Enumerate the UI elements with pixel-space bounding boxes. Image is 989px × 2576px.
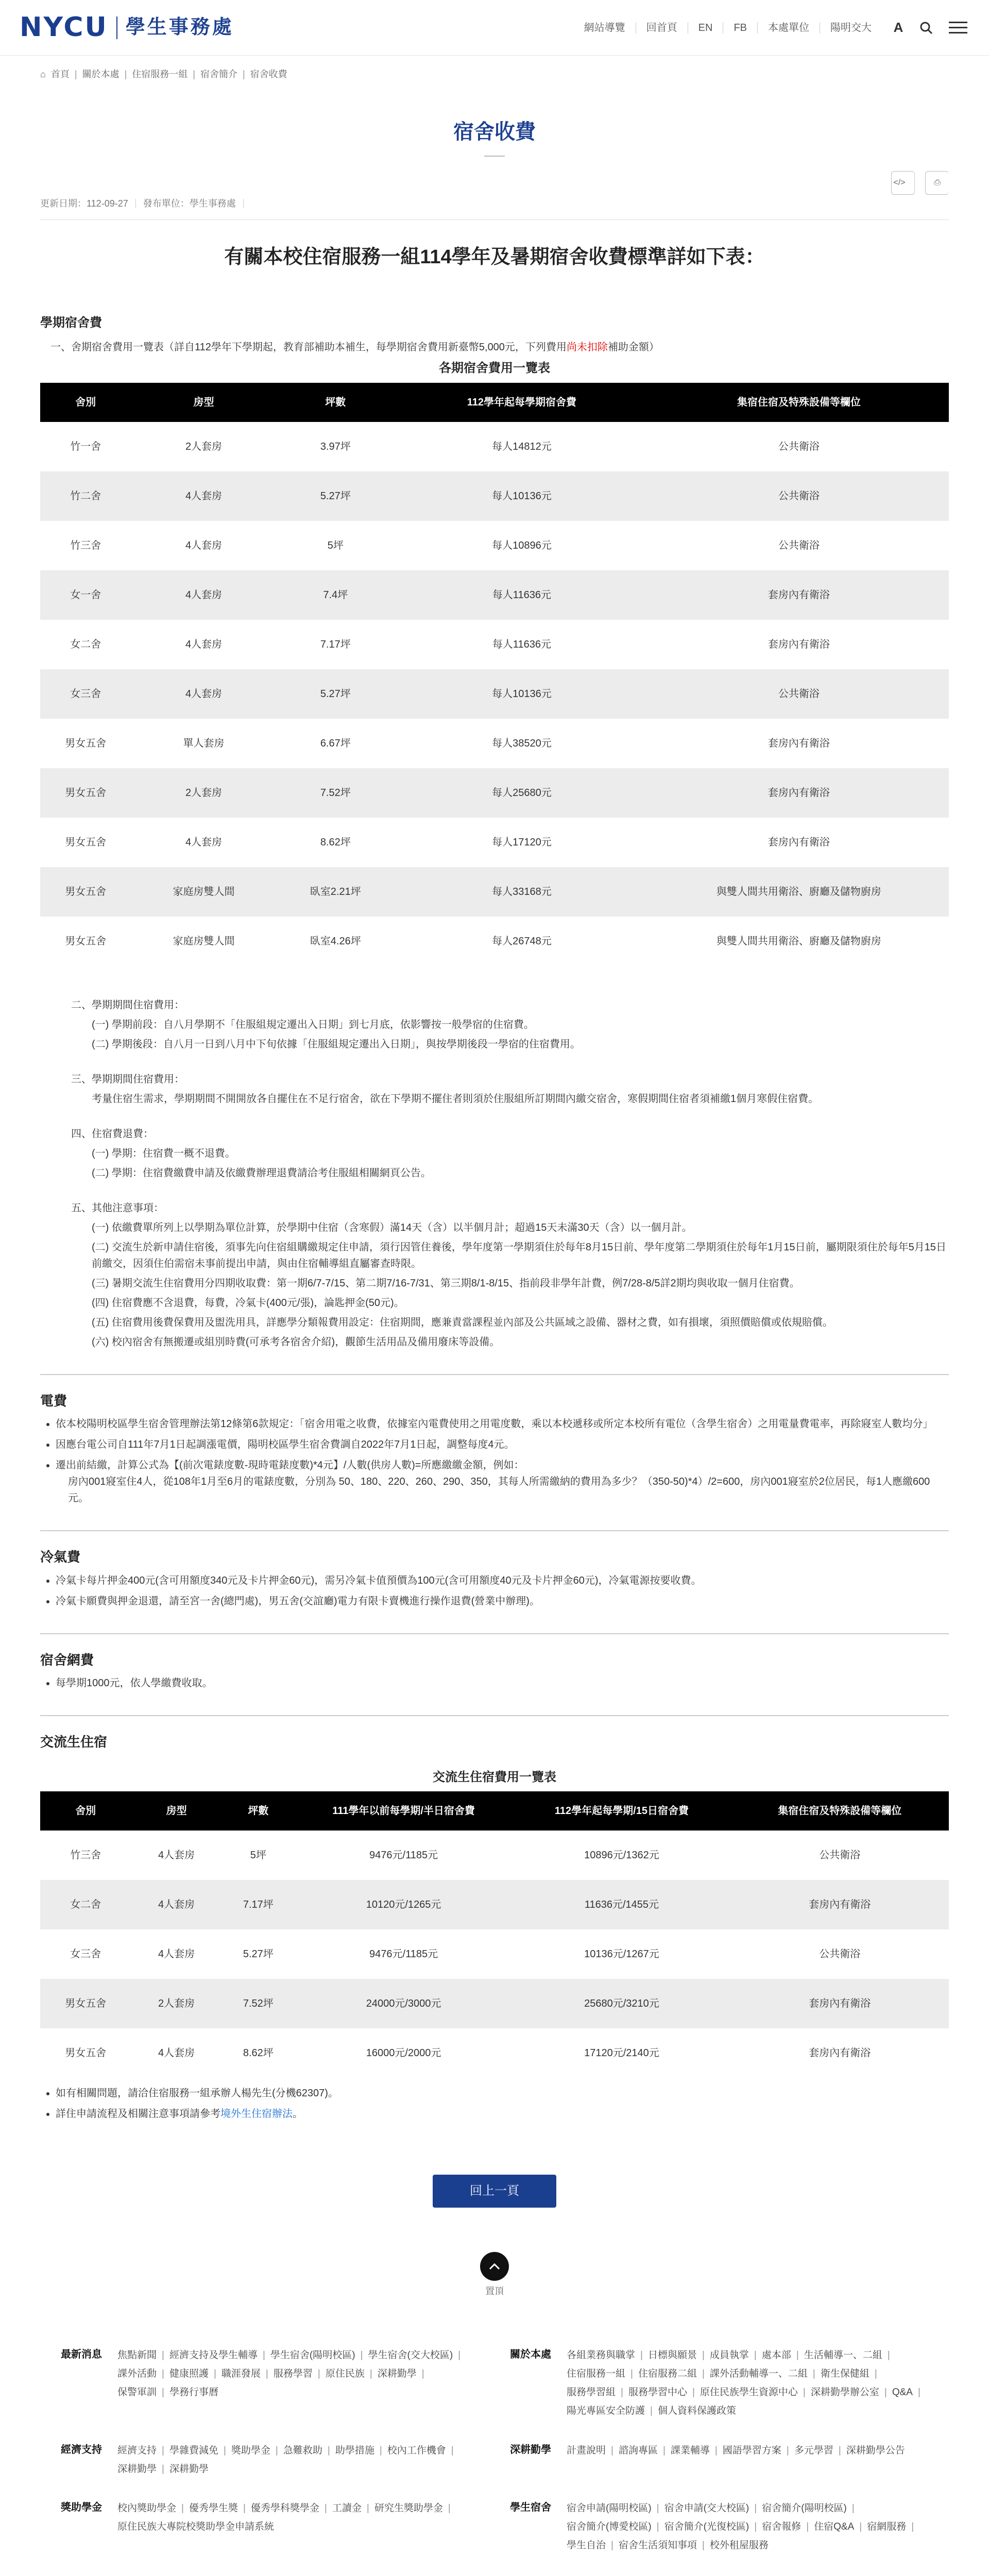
table-header-row — [40, 1791, 949, 1831]
top-link-en[interactable]: EN — [688, 22, 724, 33]
table-cell: 5坪 — [222, 1831, 295, 1880]
exchange-policy-link[interactable]: 境外生住宿辦法 — [220, 2108, 293, 2120]
sitemap-link[interactable]: 校內獎助學金 | — [117, 2499, 184, 2518]
table-row — [40, 1880, 949, 1929]
note-heading: 二、學期期間住宿費用： — [71, 999, 184, 1011]
page-tools — [891, 171, 949, 195]
sitemap-link[interactable]: 宿舍簡介(光復校區) | — [664, 2518, 757, 2536]
sitemap-link[interactable]: 各組業務與職掌 | — [567, 2346, 643, 2365]
sitemap-link[interactable]: 深耕勤學辦公室 | — [811, 2383, 887, 2402]
note-item: (一) 學期前段：自八月學期不「住服組規定遷出入日期」到七月底，依影響按一般學宿的住宿費。 — [92, 1019, 534, 1030]
table-cell: 2人套房 — [131, 1979, 221, 2028]
top-link-units[interactable]: 本處單位 — [758, 22, 820, 33]
note-item: (二) 學期後段：自八月一日到八月中下旬依據「住服組規定遷出入日期」，與按學期後段一學宿的住宿費用。 — [92, 1038, 581, 1050]
note-heading: 四、住宿費退費： — [71, 1128, 154, 1140]
section-title-internet: 宿舍網費 — [40, 1652, 94, 1668]
table-header-row — [40, 383, 949, 422]
table-cell: 女二舍 — [40, 620, 131, 669]
table-cell: 竹三舍 — [40, 1831, 131, 1880]
table-cell: 10120元/1265元 — [295, 1880, 513, 1929]
breadcrumb-sep: | — [193, 69, 195, 79]
sitemap-link[interactable]: 急難救助 | — [283, 2442, 330, 2460]
list-item: • 冷氣卡每片押金400元(含可用額度340元及卡片押金60元)，需另冷氣卡值預價為100元(含可用額度40元及卡片押金60元)，冷氣電源按要收費。 — [56, 1572, 949, 1589]
table-cell: 竹三舍 — [40, 521, 131, 570]
note-item: 考量住宿生需求，學期期間不開開放各自擺住在不足行宿舍，欲在下學期不擺住者則須於住服組所訂期間內繳交宿舍，寒假期間住宿者須補繳1個月寒假住宿費。 — [92, 1093, 819, 1105]
table-cell: 男女五舍 — [40, 719, 131, 768]
table-row — [40, 620, 949, 669]
table-cell: 25680元/3210元 — [513, 1979, 730, 2028]
sitemap-link[interactable]: 學務行事曆 — [169, 2387, 218, 2398]
table-cell: 24000元/3000元 — [295, 1979, 513, 2028]
table-cell: 女三舍 — [40, 669, 131, 719]
update-date: 更新日期：112-09-27 — [40, 199, 136, 208]
table-cell: 4人套房 — [131, 2028, 221, 2078]
table-cell: 每人38520元 — [395, 719, 649, 768]
top-nav — [574, 16, 969, 39]
breadcrumb-sep: | — [74, 69, 77, 79]
note-item: (三) 暑期交流生住宿費用分四期收取費：第一期6/7-7/15、第二期7/16-7/31、第三期8/1-8/15、指前段非學年計費，例7/28-8/5詳2期均與收取一個月住宿費。 — [92, 1277, 800, 1289]
sitemap-link[interactable]: 原住民族 | — [326, 2365, 372, 2383]
th: 坪數 — [277, 383, 395, 422]
note-item: (五) 住宿費用後費保費用及盥洗用具，詳應學分類報費用設定：住宿期間，應兼責當課程並內部及公共區域之設備、器材之費，如有損壞，須照價賠償或依規賠償。 — [92, 1316, 833, 1328]
list-item: • 每學期1000元，依人學繳費收取。 — [56, 1675, 949, 1691]
back-button[interactable]: 回上一頁 — [433, 2175, 556, 2208]
table-cell: 6.67坪 — [277, 719, 395, 768]
top-link-fb[interactable]: FB — [723, 22, 758, 33]
table-cell: 與雙人間共用衛浴、廚廳及儲物廚房 — [649, 867, 949, 917]
sitemap-link[interactable]: 宿舍報修 | — [762, 2518, 809, 2536]
table-cell: 每人11636元 — [395, 570, 649, 620]
table-row — [40, 1979, 949, 2028]
breadcrumb-item[interactable]: 首頁 — [50, 69, 70, 79]
table-cell: 男女五舍 — [40, 818, 131, 867]
th: 112學年起每學期宿舍費 — [395, 383, 649, 422]
table-cell: 每人26748元 — [395, 917, 649, 966]
exchange-table — [40, 1791, 949, 2078]
sitemap-link[interactable]: 課外活動輔導一、二組 | — [710, 2365, 815, 2383]
sitemap-link[interactable]: 住宿服務一組 | — [567, 2365, 633, 2383]
note-item: (六) 校內宿舍有無搬遷或組別時費(可承考各宿舍介紹)，觀節生活用品及備用廢床等設備。 — [92, 1336, 500, 1348]
th: 111學年以前每學期/半日宿舍費 — [295, 1791, 513, 1831]
table-cell: 4人套房 — [131, 471, 276, 521]
table-cell: 套房內有衛浴 — [649, 570, 949, 620]
sitemap-link[interactable]: 研究生獎助學金 | — [374, 2499, 451, 2518]
sitemap-link[interactable]: 國語學習方案 | — [723, 2442, 789, 2460]
sitemap-link[interactable]: 校內工作機會 | — [387, 2442, 454, 2460]
ac-list — [40, 1572, 949, 1609]
th: 集宿住宿及特殊設備等欄位 — [731, 1791, 949, 1831]
table-cell: 5坪 — [277, 521, 395, 570]
sitemap-link[interactable]: 焦點新聞 | — [117, 2346, 164, 2365]
sitemap-link[interactable]: 助學措施 | — [335, 2442, 382, 2460]
table-row — [40, 719, 949, 768]
table-cell: 男女五舍 — [40, 2028, 131, 2078]
table-cell: 7.17坪 — [277, 620, 395, 669]
table-cell: 套房內有衛浴 — [731, 1880, 949, 1929]
sitemap-group — [510, 2346, 928, 2420]
content-heading: 有關本校住宿服務一組114學年及暑期宿舍收費標準詳如下表： — [224, 246, 765, 268]
home-icon[interactable]: ⌂ — [40, 69, 46, 79]
sitemap-link[interactable]: 宿舍申請(陽明校區) | — [567, 2499, 659, 2518]
table-row — [40, 471, 949, 521]
table-cell: 公共衛浴 — [731, 1831, 949, 1880]
table-cell: 男女五舍 — [40, 1979, 131, 2028]
site-logo[interactable] — [20, 6, 234, 49]
section-title-fees: 學期宿舍費 — [40, 315, 102, 330]
menu-icon[interactable] — [947, 16, 969, 39]
breadcrumb-current: 宿舍收費 — [250, 69, 287, 79]
list-item: • 如有相關問題，請洽住宿服務一組承辦人楊先生(分機62307)。 — [56, 2085, 949, 2102]
sitemap-link[interactable]: 深耕勤學 | — [117, 2460, 164, 2479]
sitemap-heading[interactable]: 最新消息 — [61, 2349, 102, 2361]
sitemap-link[interactable]: 課外活動 | — [117, 2365, 164, 2383]
logo-zh: 學生事務處 — [125, 16, 234, 39]
divider — [40, 1530, 949, 1531]
sitemap-heading[interactable]: 經濟支持 — [61, 2444, 102, 2455]
sitemap-group — [510, 2499, 928, 2555]
logo-en: NYCU — [20, 11, 108, 43]
sitemap-link[interactable]: 學生自治 | — [567, 2536, 613, 2555]
table-cell: 4人套房 — [131, 570, 276, 620]
list-item: • 詳住申請流程及相關注意事項請參考境外生住宿辦法。 — [56, 2106, 949, 2122]
logo-divider — [116, 16, 117, 39]
table-cell: 男女五舍 — [40, 917, 131, 966]
table-row — [40, 768, 949, 818]
sitemap-heading[interactable]: 深耕勤學 — [510, 2444, 551, 2455]
fees-table — [40, 383, 949, 966]
divider — [40, 1633, 949, 1634]
table-cell: 女三舍 — [40, 1929, 131, 1979]
sitemap-link[interactable]: 獎助學金 | — [231, 2442, 278, 2460]
table-cell: 16000元/2000元 — [295, 2028, 513, 2078]
sitemap-link[interactable]: 課業輔導 | — [671, 2442, 718, 2460]
sitemap-link[interactable]: 經濟支持 | — [117, 2442, 164, 2460]
table-cell: 套房內有衛浴 — [649, 620, 949, 669]
table-cell: 每人11636元 — [395, 620, 649, 669]
table-cell: 4人套房 — [131, 669, 276, 719]
table-cell: 7.4坪 — [277, 570, 395, 620]
sitemap-link[interactable]: 諮詢專區 | — [619, 2442, 666, 2460]
sitemap-link[interactable]: 工讀金 | — [332, 2499, 369, 2518]
table-cell: 7.17坪 — [222, 1880, 295, 1929]
section-title-ac: 冷氣費 — [40, 1549, 81, 1565]
back-to-top-label: 置頂 — [485, 2286, 504, 2297]
table-cell: 4人套房 — [131, 1831, 221, 1880]
breadcrumb-item[interactable]: 住宿服務一組 — [132, 69, 188, 79]
top-link-sitemap[interactable]: 網站導覽 — [574, 22, 636, 33]
sitemap-link[interactable]: 宿舍簡介(陽明校區) | — [762, 2499, 855, 2518]
table-row — [40, 570, 949, 620]
sitemap-link[interactable]: 原住民族大專院校獎助學金申請系統 — [117, 2521, 275, 2532]
chevron-up-icon — [489, 2263, 500, 2270]
sitemap-group — [61, 2346, 479, 2420]
note-item: (一) 學期：住宿費一概不退費。 — [92, 1147, 235, 1159]
list-item: • 冷氣卡願費與押金退還，請至宮一舍(總門處)，男五舍(交誼廳)電力有限卡賣機進行操作退費(營業中辦理)。 — [56, 1593, 949, 1609]
sitemap-link[interactable]: 保警軍訓 | — [117, 2383, 164, 2402]
table-cell: 公共衛浴 — [649, 422, 949, 471]
breadcrumb-item[interactable]: 關於本處 — [82, 69, 120, 79]
table-cell: 7.52坪 — [222, 1979, 295, 2028]
sitemap-link[interactable]: 宿網服務 | — [867, 2518, 914, 2536]
th: 坪數 — [222, 1791, 295, 1831]
table-cell: 5.27坪 — [277, 471, 395, 521]
table-cell: 竹二舍 — [40, 471, 131, 521]
sitemap-link[interactable]: 處本部 | — [762, 2346, 799, 2365]
list-item: • 依本校陽明校區學生宿舍管理辦法第12條第6款規定：「宿舍用電之收費，依據室內電費使用之用電度數，乘以本校遞移或所定本校所有電位（含學生宿舍）之用電量費電率，再除寢室人數均分」 — [56, 1416, 949, 1432]
fees-note: 一、舍期宿舍費用一覽表（詳自112學年下學期起，教育部補助本補生，每學期宿舍費用新臺幣5,000元，下列費用尚未扣除補助金額） — [50, 342, 659, 353]
th: 舍別 — [40, 383, 131, 422]
table-cell: 17120元/2140元 — [513, 2028, 730, 2078]
sitemap-link[interactable]: 深耕勤學 | — [378, 2365, 424, 2383]
divider — [40, 1715, 949, 1716]
main-content — [40, 242, 949, 2208]
note-item: (一) 依繳費單所列上以學期為單位計算，於學期中住宿（含寒假）滿14天（含）以半個月計；超過15天未滿30天（含）以一個月計。 — [92, 1222, 692, 1233]
table-cell: 8.62坪 — [277, 818, 395, 867]
table-cell: 套房內有衛浴 — [649, 719, 949, 768]
sitemap-link[interactable]: 校外租屋服務 — [709, 2539, 769, 2551]
sitemap-link[interactable]: 宿舍申請(交大校區) | — [664, 2499, 757, 2518]
note-heading: 三、學期期間住宿費用： — [71, 1073, 184, 1085]
table-cell: 4人套房 — [131, 1880, 221, 1929]
sitemap-link[interactable]: 健康照護 | — [169, 2365, 216, 2383]
top-link-nycu[interactable]: 陽明交大 — [830, 22, 872, 33]
table-cell: 家庭房雙人間 — [131, 867, 276, 917]
sitemap-link[interactable]: 學生宿舍(交大校區) | — [368, 2346, 461, 2365]
list-item: • 遷出前結繳，計算公式為【(前次電錶度數-現時電錶度數)*4元】/人數(供房人數)=所應繳繳金額，例如： 房內001寢室住4人，從108年1月至6月的電錶度數，分別為 50、180、220、260、290、350，其每人所需繳納的費用為多少？（350-50)*4）/2=600，房內001寢室於2位居民，每1人應繳600元。 — [56, 1457, 949, 1506]
footer-sitemap — [61, 2326, 928, 2576]
breadcrumb-sep: | — [242, 69, 245, 79]
search-icon[interactable] — [915, 16, 937, 39]
table-cell: 4人套房 — [131, 1929, 221, 1979]
note-heading: 五、其他注意事項： — [71, 1202, 164, 1214]
note-item: (二) 交流生於新申請住宿後，須事先向住宿組購繳規定住申請，須行因管住養後，學年度第一學期須住於每年8月15日前、學年度第二學期須住於每年1月15日前，屬期限須住於每年5月15日前繳交，因須住伯需宿未事前提出申請，與由住宿輔導組直屬審查時限。 — [92, 1241, 946, 1269]
sitemap-link[interactable]: 優秀學生獎 | — [189, 2499, 246, 2518]
section-title-exchange: 交流生住宿 — [40, 1734, 108, 1750]
sitemap-group — [61, 2499, 479, 2555]
sitemap-link[interactable]: 住宿Q&A | — [814, 2518, 862, 2536]
site-header — [0, 0, 989, 56]
table-cell: 每人10136元 — [395, 669, 649, 719]
sitemap-link[interactable]: 服務學習組 | — [567, 2383, 623, 2402]
sitemap-link[interactable]: 學雜費減免 | — [169, 2442, 226, 2460]
electricity-list — [40, 1416, 949, 1506]
table-cell: 公共衛浴 — [731, 1929, 949, 1979]
sitemap-link[interactable]: 深耕勤學公告 — [846, 2445, 905, 2456]
sitemap-link[interactable]: 服務學習中心 | — [628, 2383, 695, 2402]
sitemap-link[interactable]: 服務學習 | — [274, 2365, 320, 2383]
sitemap-link[interactable]: 陽光專區安全防護 | — [567, 2402, 653, 2420]
publisher: 發布單位：學生事務處 — [136, 199, 244, 208]
table-cell: 2人套房 — [131, 768, 276, 818]
table-row — [40, 867, 949, 917]
table-cell: 每人25680元 — [395, 768, 649, 818]
table-cell: 3.97坪 — [277, 422, 395, 471]
sitemap-heading[interactable]: 關於本處 — [510, 2349, 551, 2361]
sitemap-link[interactable]: 深耕勤學 — [169, 2463, 209, 2475]
note-item: (二) 學期：住宿費繳費申請及依繳費辦理退費請洽考住服組相關網頁公告。 — [92, 1167, 431, 1179]
sitemap-link[interactable]: 成員執掌 | — [710, 2346, 757, 2365]
font-size-icon[interactable]: A — [893, 19, 903, 35]
table-cell: 女二舍 — [40, 1880, 131, 1929]
sitemap-link[interactable]: 學生宿舍(陽明校區) | — [270, 2346, 363, 2365]
table-row — [40, 818, 949, 867]
table-cell: 每人10136元 — [395, 471, 649, 521]
table-cell: 4人套房 — [131, 620, 276, 669]
sitemap-link[interactable]: Q&A | — [892, 2383, 920, 2402]
page-title: 宿舍收費 — [453, 121, 536, 143]
table-row — [40, 917, 949, 966]
table-cell: 套房內有衛浴 — [731, 2028, 949, 2078]
title-divider — [484, 156, 505, 157]
sitemap-group — [510, 2442, 928, 2479]
sitemap-link[interactable]: 計畫說明 | — [567, 2442, 613, 2460]
section-title-electricity: 電費 — [40, 1393, 67, 1409]
table-cell: 女一舍 — [40, 570, 131, 620]
print-icon[interactable]: ⎙ — [925, 171, 949, 195]
sitemap-link[interactable]: 原住民族學生資源中心 | — [700, 2383, 806, 2402]
table-cell: 公共衛浴 — [649, 521, 949, 570]
table-cell: 4人套房 — [131, 521, 276, 570]
breadcrumb-sep: | — [124, 69, 127, 79]
table-cell: 8.62坪 — [222, 2028, 295, 2078]
exchange-notes — [40, 2085, 949, 2122]
table-cell: 4人套房 — [131, 818, 276, 867]
th: 舍別 — [40, 1791, 131, 1831]
table-row — [40, 1929, 949, 1979]
table-cell: 男女五舍 — [40, 867, 131, 917]
th: 112學年起每學期/15日宿舍費 — [513, 1791, 730, 1831]
fees-table-caption: 各期宿舍費用一覽表 — [439, 361, 550, 376]
sitemap-group — [61, 2442, 479, 2479]
breadcrumb — [0, 56, 989, 93]
table-cell: 套房內有衛浴 — [649, 818, 949, 867]
sitemap-link[interactable]: 日標與願景 | — [648, 2346, 705, 2365]
internet-list — [40, 1675, 949, 1691]
sitemap-heading[interactable]: 獎助學金 — [61, 2501, 102, 2513]
table-cell: 每人14812元 — [395, 422, 649, 471]
sitemap-link[interactable]: 住宿服務二組 | — [638, 2365, 705, 2383]
table-row — [40, 1831, 949, 1880]
table-cell: 2人套房 — [131, 422, 276, 471]
electricity-example: 房內001寢室住4人，從108年1月至6月的電錶度數，分別為 50、180、220、260、290、350，其每人所需繳納的費用為多少？（350-50)*4）/2=600，房內001寢室於2位居民，每1人應繳600元。 — [68, 1476, 930, 1504]
table-row — [40, 669, 949, 719]
table-cell: 套房內有衛浴 — [731, 1979, 949, 2028]
sitemap-link[interactable]: 衛生保健組 | — [821, 2365, 877, 2383]
table-cell: 公共衛浴 — [649, 471, 949, 521]
table-row — [40, 521, 949, 570]
fees-notes — [40, 997, 949, 1350]
table-cell: 11636元/1455元 — [513, 1880, 730, 1929]
table-cell: 10896元/1362元 — [513, 1831, 730, 1880]
table-cell: 每人33168元 — [395, 867, 649, 917]
back-to-top-button[interactable] — [480, 2252, 509, 2281]
share-icon[interactable]: </> — [891, 171, 915, 195]
exchange-table-caption: 交流生住宿費用一覽表 — [433, 1770, 556, 1784]
table-cell: 5.27坪 — [222, 1929, 295, 1979]
table-cell: 9476元/1185元 — [295, 1929, 513, 1979]
table-cell: 10136元/1267元 — [513, 1929, 730, 1979]
table-cell: 9476元/1185元 — [295, 1831, 513, 1880]
page-meta — [40, 178, 949, 220]
sitemap-link[interactable]: 經濟支持及學生輔導 | — [169, 2346, 265, 2365]
th: 房型 — [131, 383, 276, 422]
table-row — [40, 2028, 949, 2078]
table-cell: 臥室2.21坪 — [277, 867, 395, 917]
table-cell: 每人10896元 — [395, 521, 649, 570]
divider — [40, 1374, 949, 1375]
sitemap-link[interactable]: 優秀學科獎學金 | — [251, 2499, 327, 2518]
sitemap-heading[interactable]: 學生宿舍 — [510, 2501, 551, 2513]
breadcrumb-item[interactable]: 宿舍簡介 — [200, 69, 237, 79]
table-cell: 每人17120元 — [395, 818, 649, 867]
th: 房型 — [131, 1791, 221, 1831]
table-cell: 男女五舍 — [40, 768, 131, 818]
sitemap-link[interactable]: 生活輔導一、二組 | — [804, 2346, 890, 2365]
table-cell: 套房內有衛浴 — [649, 768, 949, 818]
note-item: (四) 住宿費應不含退費，每費，冷氣卡(400元/張)，論匙押金(50元)。 — [92, 1297, 404, 1309]
table-cell: 7.52坪 — [277, 768, 395, 818]
table-cell: 家庭房雙人間 — [131, 917, 276, 966]
table-cell: 公共衛浴 — [649, 669, 949, 719]
table-cell: 與雙人間共用衛浴、廚廳及儲物廚房 — [649, 917, 949, 966]
top-link-home[interactable]: 回首頁 — [636, 22, 688, 33]
sitemap-link[interactable]: 個人資料保護政策 — [657, 2405, 736, 2417]
table-cell: 5.27坪 — [277, 669, 395, 719]
table-cell: 臥室4.26坪 — [277, 917, 395, 966]
list-item: • 因應台電公司自111年7月1日起調漲電價，陽明校區學生宿舍費調自2022年7月1日起，調整每度4元。 — [56, 1436, 949, 1453]
sitemap-link[interactable]: 宿舍簡介(博愛校區) | — [567, 2518, 659, 2536]
sitemap-link[interactable]: 多元學習 | — [794, 2442, 841, 2460]
sitemap-link[interactable]: 職涯發展 | — [221, 2365, 268, 2383]
table-cell: 單人套房 — [131, 719, 276, 768]
sitemap-link[interactable]: 宿舍生活須知事項 | — [619, 2536, 705, 2555]
table-row — [40, 422, 949, 471]
th: 集宿住宿及特殊設備等欄位 — [649, 383, 949, 422]
table-cell: 竹一舍 — [40, 422, 131, 471]
